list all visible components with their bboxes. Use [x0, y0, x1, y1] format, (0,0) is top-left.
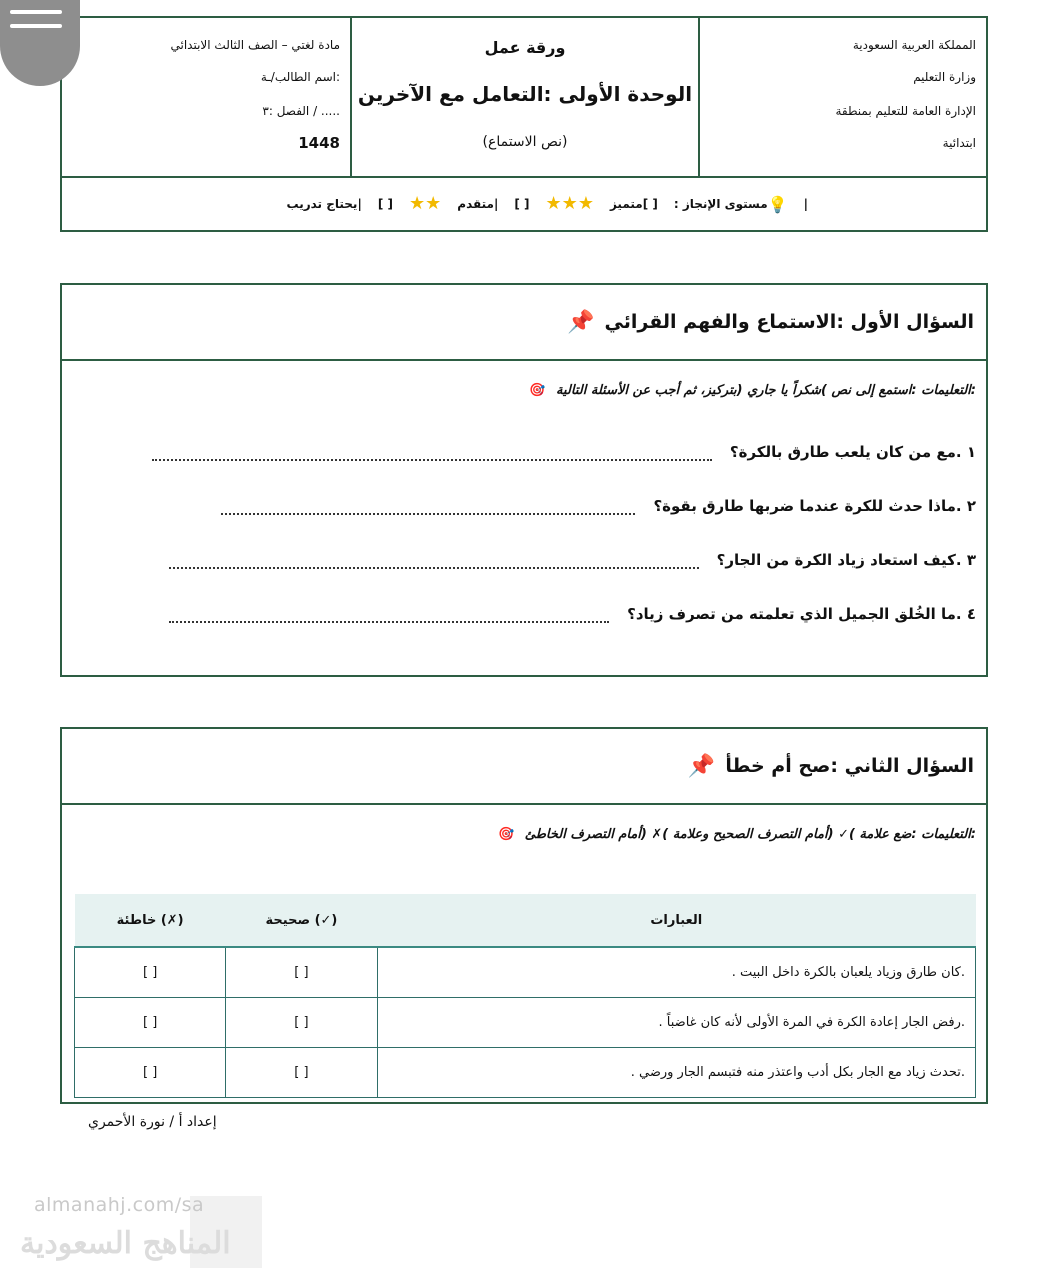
correct-header: (✓) صحيحة: [226, 894, 377, 947]
star-icon: ★: [561, 193, 578, 214]
question-item: [221, 497, 976, 515]
worksheet-title: ورقة عمل: [484, 38, 566, 57]
answer-line[interactable]: [169, 620, 609, 623]
instructions-text: :التعليمات :ضع علامة )✓ (أمام التصرف الصحيح وعلامة )✗ (أمام التصرف الخاطئ: [524, 827, 976, 842]
question-two-section: [60, 727, 988, 1104]
question-one-section: [60, 283, 988, 677]
statement-cell: .تحدث زياد مع الجار بكل أدب واعتذر منه فتبسم الجار ورضي .: [377, 1048, 975, 1098]
wrong-checkbox[interactable]: [ ]: [75, 947, 226, 998]
lightbulb-icon: 💡: [767, 194, 788, 214]
school-label: ابتدائية: [942, 136, 976, 150]
class-label: ..... / الفصل :٣: [262, 104, 340, 118]
student-info-cell: [62, 18, 352, 176]
wrong-checkbox[interactable]: [ ]: [75, 998, 226, 1048]
watermark-site-name: المناهج السعودية: [20, 1226, 231, 1261]
true-false-table: [74, 894, 976, 1098]
watermark-url: almanahj.com/sa: [34, 1194, 205, 1216]
star-icon: ★: [409, 193, 426, 214]
correct-checkbox[interactable]: [ ]: [226, 1048, 377, 1098]
pushpin-icon: 📌: [567, 309, 595, 335]
star-icon: ★: [577, 193, 594, 214]
ministry-label: وزارة التعليم: [913, 70, 976, 84]
target-icon: 🎯: [529, 383, 546, 398]
worksheet-header: [60, 16, 988, 232]
statement-cell: .رفض الجار إعادة الكرة في المرة الأولى لأنه كان غاضباً .: [377, 998, 975, 1048]
question-item: [169, 551, 976, 569]
question-two-instructions: [498, 827, 976, 842]
advanced-label: متقدم: [457, 197, 494, 211]
target-icon: 🎯: [498, 827, 515, 842]
author-credit: إعداد أ / نورة الأحمري: [88, 1114, 217, 1130]
question-text: ١ .مع من كان يلعب طارق بالكرة؟: [729, 443, 976, 461]
answer-line[interactable]: [221, 512, 635, 515]
pushpin-icon: 📌: [687, 753, 716, 779]
table-header-row: [75, 894, 976, 947]
advanced-checkbox[interactable]: [ ]: [514, 197, 530, 211]
question-item: [169, 605, 976, 623]
question-one-title-bar: [62, 285, 986, 361]
unit-title: الوحدة الأولى :التعامل مع الآخرين: [357, 82, 693, 106]
table-row: [75, 1048, 976, 1098]
question-item: [152, 443, 976, 461]
worksheet-subtitle: (نص الاستماع): [482, 134, 568, 150]
question-two-title-bar: [62, 729, 986, 805]
table-row: [75, 998, 976, 1048]
excellent-checkbox[interactable]: [ ]متميز: [609, 197, 658, 211]
header-info-row: [62, 18, 986, 178]
question-one-instructions: [529, 383, 976, 398]
separator: |: [357, 197, 362, 211]
hamburger-menu-icon[interactable]: [0, 0, 80, 86]
country-label: المملكة العربية السعودية: [852, 38, 976, 52]
student-name-label: :اسم الطالب/ـة: [260, 70, 340, 84]
statement-cell: .كان طارق وزياد يلعبان بالكرة داخل البيت .: [377, 947, 975, 998]
ministry-info-cell: [700, 18, 986, 176]
year-label: 1448: [298, 134, 340, 152]
question-text: ٢ .ماذا حدث للكرة عندما ضربها طارق بقوة؟: [653, 497, 976, 515]
question-text: ٤ .ما الخُلق الجميل الذي تعلمته من تصرف زياد؟: [627, 605, 976, 623]
question-one-body: [62, 363, 986, 675]
answer-line[interactable]: [169, 566, 699, 569]
achievement-label: مستوى الإنجاز :: [673, 197, 768, 211]
star-icon: ★: [545, 193, 562, 214]
title-cell: [352, 18, 700, 176]
subject-label: مادة لغتي – الصف الثالث الابتدائي: [170, 38, 340, 52]
question-text: ٣ .كيف استعاد زياد الكرة من الجار؟: [716, 551, 976, 569]
separator: |: [493, 197, 499, 211]
achievement-level-row: [62, 178, 986, 230]
correct-checkbox[interactable]: [ ]: [226, 947, 377, 998]
answer-line[interactable]: [152, 458, 712, 461]
statements-header: العبارات: [377, 894, 975, 947]
achievement-bar: |: [803, 197, 808, 211]
administration-label: الإدارة العامة للتعليم بمنطقة: [835, 104, 976, 118]
wrong-checkbox[interactable]: [ ]: [75, 1048, 226, 1098]
table-row: [75, 947, 976, 998]
instructions-text: :التعليمات :استمع إلى نص )شكراً يا جاري (بتركيز، ثم أجب عن الأسئلة التالية: [556, 383, 976, 398]
question-two-title: السؤال الثاني :صح أم خطأ: [725, 755, 974, 777]
question-one-title: السؤال الأول :الاستماع والفهم القرائي: [604, 311, 974, 333]
star-icon: ★: [425, 193, 442, 214]
wrong-header: (✗) خاطئة: [75, 894, 226, 947]
needs-training-checkbox[interactable]: [ ]: [377, 197, 393, 211]
needs-training-label: يحتاج تدريب: [286, 197, 358, 211]
correct-checkbox[interactable]: [ ]: [226, 998, 377, 1048]
